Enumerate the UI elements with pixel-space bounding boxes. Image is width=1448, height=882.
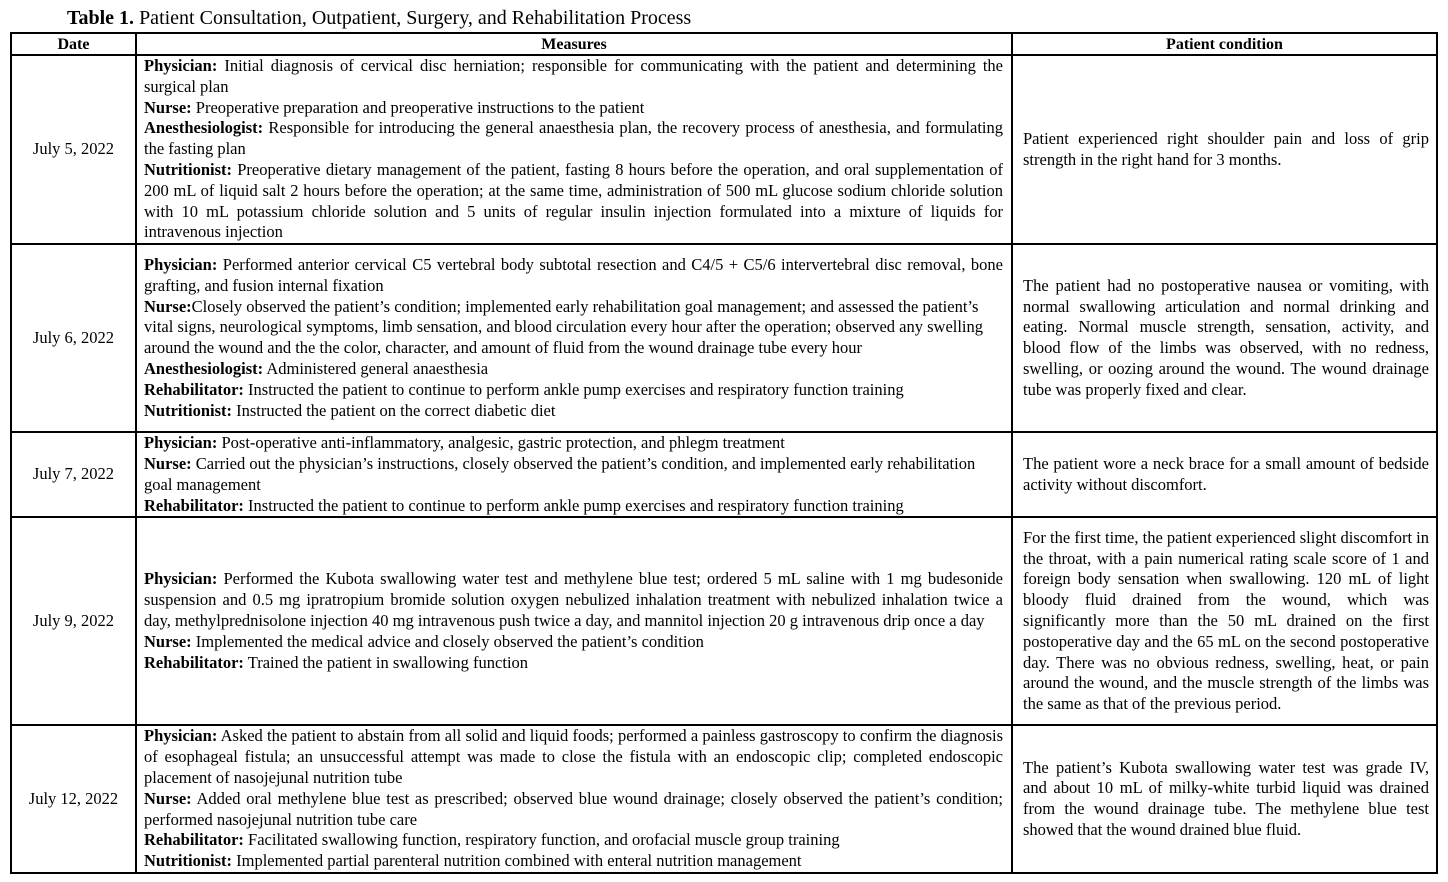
- measure-entry: [144, 56, 1003, 98]
- condition-cell: The patient’s Kubota swallowing water test was grade IV, and about 10 mL of milky-white turbid liquid was drained from the wound drainage tube. The methylene blue test showed that the wound drained blue fluid.: [1012, 725, 1437, 873]
- measure-entry: [144, 160, 1003, 243]
- measures-cell: [136, 432, 1012, 517]
- measure-text: Added oral methylene blue test as prescribed; observed blue wound drainage; closely observed the patient’s condition; performed nasojejunal nutrition tube care: [144, 788, 1003, 829]
- process-table: [10, 32, 1438, 874]
- condition-cell: For the first time, the patient experienced slight discomfort in the throat, with a pain numerical rating scale score of 1 and foreign body sensation when swallowing. 120 mL of light bloody fluid drained from the wound, which was significantly more than the 50 mL drained on the first postoperative day and the 65 mL on the second postoperative day. There was no obvious redness, swelling, heat, or pain around the wound, and the muscle strength of the limbs was the same as that of the previous period.: [1012, 517, 1437, 725]
- role-label: Rehabilitator:: [144, 379, 244, 399]
- measure-text: Responsible for introducing the general anaesthesia plan, the recovery process of anesthesia, and formulating the fasting plan: [144, 118, 1003, 159]
- measure-entry: [144, 255, 1003, 297]
- measures-cell: [136, 725, 1012, 873]
- role-label: Nurse:: [144, 296, 192, 316]
- measure-entry: [144, 98, 1003, 119]
- measure-text: Facilitated swallowing function, respiratory function, and orofacial muscle group training: [243, 830, 840, 850]
- role-label: Nutritionist:: [144, 851, 232, 871]
- date-cell: July 12, 2022: [11, 725, 136, 873]
- measures-cell: [136, 244, 1012, 432]
- measure-text: Administered general anaesthesia: [263, 358, 489, 378]
- measure-entry: [144, 726, 1003, 788]
- measure-text: Instructed the patient to continue to perform ankle pump exercises and respiratory function training: [243, 495, 904, 515]
- measure-text: Implemented the medical advice and closely observed the patient’s condition: [191, 631, 704, 651]
- measure-entry: [144, 496, 1003, 517]
- condition-cell: The patient wore a neck brace for a small amount of bedside activity without discomfort.: [1012, 432, 1437, 517]
- table-row: [11, 432, 1437, 517]
- measure-text: Implemented partial parenteral nutrition combined with enteral nutrition management: [232, 851, 802, 871]
- measure-text: Preoperative preparation and preoperative instructions to the patient: [191, 97, 645, 117]
- condition-cell: The patient had no postoperative nausea or vomiting, with normal swallowing articulation and normal drinking and eating. Normal muscle strength, sensation, activity, and blood flow of the limbs was observed, with no redness, swelling, or oozing around the wound. The wound drainage tube was properly fixed and clear.: [1012, 244, 1437, 432]
- measure-entry: [144, 830, 1003, 851]
- header-condition: Patient condition: [1012, 33, 1437, 55]
- measure-text: Carried out the physician’s instructions, closely observed the patient’s condition, and implemented early rehabilitation goal management: [144, 453, 976, 494]
- table-row: [11, 55, 1437, 244]
- measure-entry: [144, 653, 1003, 674]
- measure-text: Closely observed the patient’s condition; implemented early rehabilitation goal management; and assessed the patient’s vital signs, neurological symptoms, limb sensation, and blood circulation every hour after the operation; observed any swelling around the wound and the the color, character, and amount of fluid from the wound drainage tube every hour: [144, 296, 984, 358]
- role-label: Rehabilitator:: [144, 652, 244, 672]
- role-label: Nurse:: [144, 788, 192, 808]
- measure-text: Initial diagnosis of cervical disc herniation; responsible for communicating with the patient and determining the surgical plan: [144, 56, 1003, 96]
- date-cell: July 7, 2022: [11, 432, 136, 517]
- measure-text: Instructed the patient to continue to perform ankle pump exercises and respiratory function training: [243, 379, 904, 399]
- measure-entry: [144, 851, 1003, 872]
- role-label: Nurse:: [144, 631, 192, 651]
- table-caption: [67, 6, 691, 30]
- measure-entry: [144, 118, 1003, 160]
- measure-text: Instructed the patient on the correct diabetic diet: [232, 400, 556, 420]
- header-measures: Measures: [136, 33, 1012, 55]
- measure-text: Asked the patient to abstain from all solid and liquid foods; performed a painless gastroscopy to confirm the diagnosis of esophageal fistula; an unsuccessful attempt was made to close the fistula with an endoscopic clip; completed endoscopic placement of nasojejunal nutrition tube: [144, 726, 1003, 787]
- header-date: Date: [11, 33, 136, 55]
- date-cell: July 5, 2022: [11, 55, 136, 244]
- role-label: Physician:: [144, 433, 218, 453]
- role-label: Nutritionist:: [144, 400, 232, 420]
- date-cell: July 9, 2022: [11, 517, 136, 725]
- role-label: Rehabilitator:: [144, 495, 244, 515]
- measure-text: Preoperative dietary management of the patient, fasting 8 hours before the operation, and oral supplementation of 200 mL of liquid salt 2 hours before the operation; at the same time, administration of 500 mL glucose sodium chloride solution with 10 mL potassium chloride solution and 5 units of regular insulin injection formulated into a mixture of liquids for intravenous injection: [144, 159, 1003, 242]
- table-row: [11, 244, 1437, 432]
- role-label: Physician:: [144, 569, 218, 589]
- measure-entry: [144, 632, 1003, 653]
- measure-text: Performed the Kubota swallowing water test and methylene blue test; ordered 5 mL saline with 1 mg budesonide suspension and 0.5 mg ipratropium bromide solution oxygen nebulized inhalation treatment with nebulized inhalation twice a day, methylprednisolone injection 40 mg intravenous push twice a day, and mannitol injection 20 g intravenous drip once a day: [144, 569, 1003, 630]
- measures-cell: [136, 517, 1012, 725]
- table-row: [11, 517, 1437, 725]
- measure-entry: [144, 433, 1003, 454]
- measure-text: Trained the patient in swallowing function: [243, 652, 529, 672]
- role-label: Anesthesiologist:: [144, 118, 264, 138]
- measure-entry: [144, 454, 1003, 496]
- role-label: Nutritionist:: [144, 159, 232, 179]
- role-label: Physician:: [144, 254, 218, 274]
- header-row: [11, 33, 1437, 55]
- role-label: Rehabilitator:: [144, 830, 244, 850]
- measure-entry: [144, 297, 1003, 359]
- measure-entry: [144, 401, 1003, 422]
- role-label: Nurse:: [144, 97, 192, 117]
- table-row: [11, 725, 1437, 873]
- measure-text: Performed anterior cervical C5 vertebral body subtotal resection and C4/5 + C5/6 intervertebral disc removal, bone grafting, and fusion internal fixation: [144, 254, 1003, 295]
- measure-text: Post-operative anti-inflammatory, analgesic, gastric protection, and phlegm treatment: [217, 433, 785, 453]
- role-label: Nurse:: [144, 453, 192, 473]
- caption-title: Patient Consultation, Outpatient, Surgery, and Rehabilitation Process: [139, 7, 692, 29]
- measure-entry: [144, 380, 1003, 401]
- measure-entry: [144, 569, 1003, 631]
- role-label: Physician:: [144, 726, 218, 746]
- date-cell: July 6, 2022: [11, 244, 136, 432]
- measure-entry: [144, 359, 1003, 380]
- role-label: Physician:: [144, 56, 218, 75]
- caption-label: Table 1.: [67, 7, 135, 29]
- measure-entry: [144, 789, 1003, 831]
- condition-cell: Patient experienced right shoulder pain and loss of grip strength in the right hand for 3 months.: [1012, 55, 1437, 244]
- measures-cell: [136, 55, 1012, 244]
- role-label: Anesthesiologist:: [144, 358, 264, 378]
